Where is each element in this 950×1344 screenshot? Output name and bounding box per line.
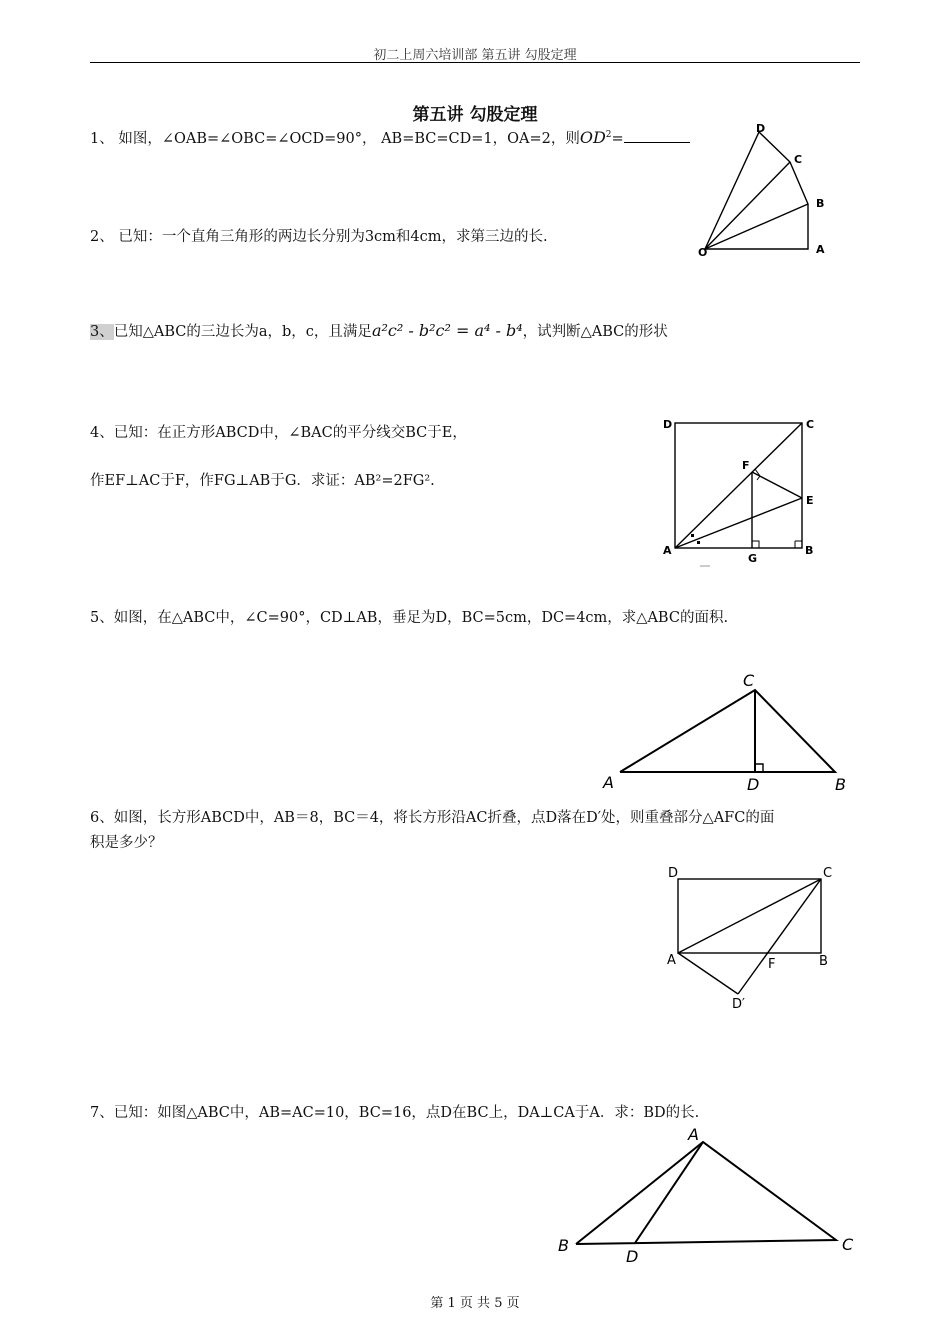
answer-blank xyxy=(624,130,690,143)
figure-6-segment-ad-prime xyxy=(678,953,738,994)
page-header: 初二上周六培训部 第五讲 勾股定理 xyxy=(373,48,577,63)
figure-1-outline xyxy=(705,132,808,249)
figure-4-label-g: G xyxy=(748,552,758,565)
question-4-line-1: 4、已知：在正方形ABCD中，∠BAC的平分线交BC于E， xyxy=(90,425,467,441)
figure-7-label-d: D xyxy=(626,1247,639,1266)
question-1-expr-eq: = xyxy=(611,130,624,147)
figure-6-segment-cd-prime xyxy=(738,879,821,994)
question-6-line-1: 6、如图，长方形ABCD中，AB＝8，BC＝4，将长方形沿AC折叠，点D落在D′处，则重叠部分△AFC的面 xyxy=(90,810,775,826)
question-1-text: 1、 如图，∠OAB=∠OBC=∠OCD=90°， AB=BC=CD=1，OA=2，则 xyxy=(90,130,580,147)
figure-1-label-b: B xyxy=(816,197,825,210)
figure-6-label-f: F xyxy=(768,957,776,972)
figure-4-label-a: A xyxy=(663,544,672,557)
figure-7 xyxy=(548,1122,868,1267)
question-7: 7、已知：如图△ABC中，AB=AC=10，BC=16，点D在BC上，DA⊥CA于A．求：BD的长. xyxy=(90,1105,700,1121)
page-footer: 第 1 页 共 5 页 xyxy=(430,1296,520,1311)
question-1-expr-base: OD xyxy=(579,127,606,147)
figure-6-label-d: D xyxy=(668,866,679,881)
figure-7-label-c: C xyxy=(842,1235,854,1254)
question-3-number: 3、 xyxy=(90,324,114,340)
question-1 xyxy=(90,124,690,150)
figure-6-label-d-prime: D′ xyxy=(732,997,745,1012)
figure-1-label-c: C xyxy=(794,153,803,166)
figure-6-diagonal-ac xyxy=(678,879,821,953)
figure-5-label-b: B xyxy=(835,775,846,794)
figure-1-segment-ob xyxy=(705,204,808,249)
figure-6-label-c: C xyxy=(823,866,833,881)
figure-1-segment-oc xyxy=(705,162,790,249)
figure-7-segment-ad xyxy=(635,1142,703,1243)
figure-5 xyxy=(595,668,860,798)
figure-4-label-c: C xyxy=(806,418,815,431)
header-divider xyxy=(90,62,860,63)
figure-4-diagonal-ac xyxy=(675,423,802,548)
figure-1 xyxy=(690,118,840,263)
figure-4-label-d: D xyxy=(663,418,673,431)
figure-7-label-b: B xyxy=(558,1236,569,1255)
figure-5-label-a: A xyxy=(603,773,614,792)
figure-6-label-a: A xyxy=(667,953,676,968)
question-2: 2、 已知：一个直角三角形的两边长分别为3cm和4cm，求第三边的长. xyxy=(90,229,548,245)
figure-4 xyxy=(655,410,825,570)
figure-4-label-e: E xyxy=(806,494,814,507)
figure-5-label-c: C xyxy=(743,671,755,690)
question-4-line-2: 作EF⊥AC于F，作FG⊥AB于G．求证：AB²=2FG². xyxy=(90,473,435,489)
question-3-text-a: 已知△ABC的三边长为a，b，c，且满足 xyxy=(113,324,372,340)
figure-1-label-a: A xyxy=(816,243,825,256)
figure-6-label-b: B xyxy=(819,954,828,969)
page-title: 第五讲 勾股定理 xyxy=(412,105,538,125)
figure-4-label-f: F xyxy=(742,459,750,472)
figure-4-bisector-ae xyxy=(675,498,802,548)
figure-1-label-o: O xyxy=(698,246,708,259)
figure-5-label-d: D xyxy=(747,775,760,794)
figure-5-triangle xyxy=(620,690,835,772)
figure-1-label-d: D xyxy=(756,122,766,135)
question-1-expr-exp: 2 xyxy=(605,130,612,140)
figure-7-label-a: A xyxy=(688,1125,699,1144)
figure-7-triangle xyxy=(576,1142,836,1244)
question-3-text-b: ，试判断△ABC的形状 xyxy=(522,324,668,340)
question-6-line-2: 积是多少？ xyxy=(90,835,163,851)
question-5: 5、如图，在△ABC中，∠C=90°，CD⊥AB，垂足为D，BC=5cm，DC=4cm，求△ABC的面积. xyxy=(90,610,729,626)
question-3-expression: a²c² - b²c² = a⁴ - b⁴ xyxy=(371,321,523,340)
figure-6 xyxy=(660,862,840,1017)
figure-4-label-b: B xyxy=(805,544,814,557)
question-3 xyxy=(90,320,668,343)
